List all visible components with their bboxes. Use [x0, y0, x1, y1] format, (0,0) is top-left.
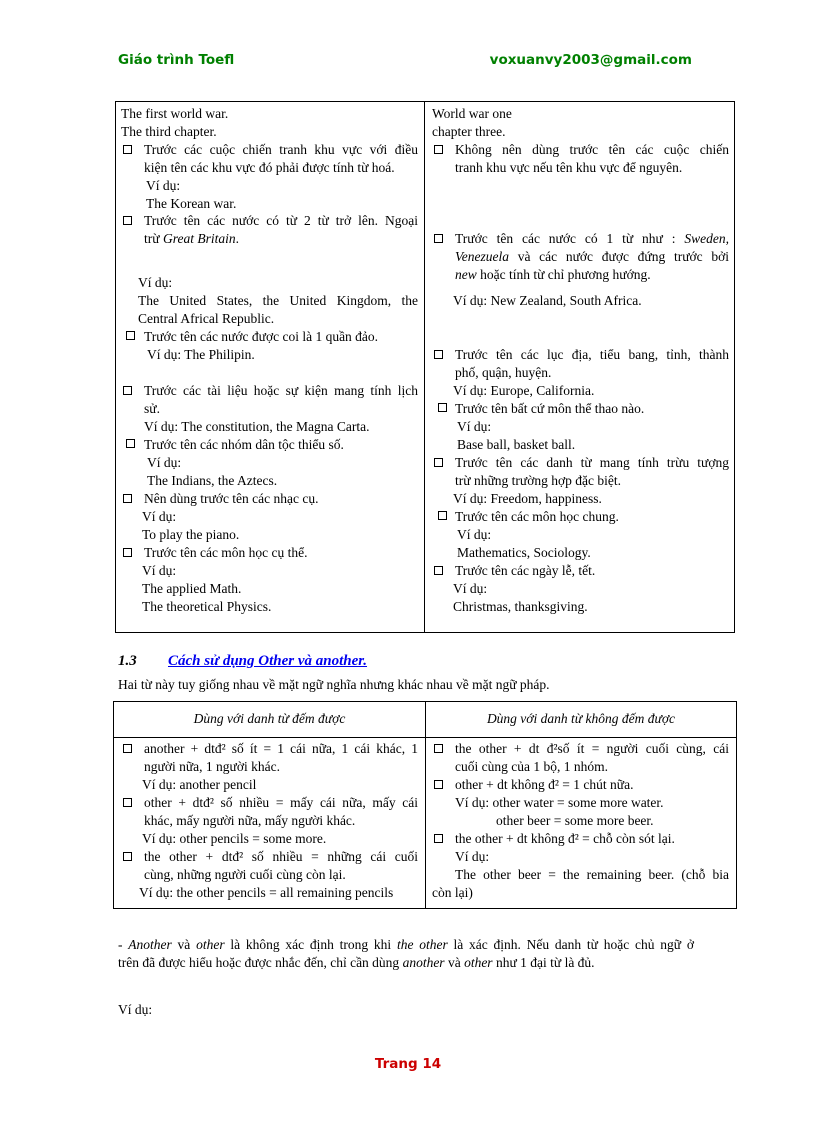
bullet-box-icon — [123, 852, 132, 861]
table-text: Trước tên các nước có từ 2 từ trở lên. Ngoại — [144, 213, 418, 228]
bullet-box-icon — [434, 234, 443, 243]
column-header-uncountable: Dùng với danh từ không đếm được — [486, 711, 676, 726]
table-text: Venezuela và các nước được đứng trước bởi — [455, 249, 729, 264]
table-divider — [424, 102, 425, 632]
table-text: trừ Great Britain. — [144, 231, 239, 246]
table-text: the other + dt không đ² = chỗ còn sót lại. — [455, 831, 675, 846]
bullet-box-icon — [126, 331, 135, 340]
table-text: The third chapter. — [121, 124, 217, 139]
table-text: Trước tên các nhóm dân tộc thiểu số. — [144, 437, 344, 452]
bullet-box-icon — [434, 145, 443, 154]
table-text: The Indians, the Aztecs. — [147, 473, 278, 488]
header-title: Giáo trình Toefl — [118, 52, 235, 68]
example-label: Ví dụ: — [118, 1002, 153, 1017]
usage-table — [115, 101, 735, 633]
table-text: chapter three. — [432, 124, 506, 139]
bullet-box-icon — [123, 494, 132, 503]
table-text: Trước tên các môn học cụ thể. — [144, 545, 308, 560]
table-text: Trước tên các môn học chung. — [455, 509, 619, 524]
bullet-box-icon — [434, 744, 443, 753]
bullet-box-icon — [123, 798, 132, 807]
body-paragraph-line: trên đã được hiểu hoặc được nhắc đến, chỉ cần dùng another và other như 1 đại từ là đủ. — [118, 955, 595, 970]
table-text: Ví dụ: — [455, 849, 490, 864]
table-text: Ví dụ: The constitution, the Magna Carta. — [144, 419, 370, 434]
table-text: Base ball, basket ball. — [457, 437, 576, 452]
bullet-box-icon — [126, 439, 135, 448]
table-text: còn lại) — [432, 885, 473, 900]
table-text: another + dtđ² số ít = 1 cái nữa, 1 cái khác, 1 — [144, 741, 418, 756]
table-header-rule — [114, 737, 736, 738]
bullet-box-icon — [123, 145, 132, 154]
table-text: Ví dụ: New Zealand, South Africa. — [453, 293, 642, 308]
table-text: Ví dụ: another pencil — [142, 777, 257, 792]
table-text: khác, mấy người nữa, mấy người khác. — [144, 813, 356, 828]
table-text: Không nên dùng trước tên các cuộc chiến — [455, 142, 729, 157]
table-text: Trước tên các lục địa, tiểu bang, tỉnh, thành — [455, 347, 729, 362]
table-text: Ví dụ: — [457, 527, 492, 542]
bullet-box-icon — [123, 386, 132, 395]
table-text: Ví dụ: — [138, 275, 173, 290]
table-text: Trước các cuộc chiến tranh khu vực với điều — [144, 142, 418, 157]
bullet-box-icon — [123, 548, 132, 557]
header-email: voxuanvy2003@gmail.com — [489, 52, 692, 68]
section-intro: Hai từ này tuy giống nhau về mặt ngữ nghĩa nhưng khác nhau về mặt ngữ pháp. — [118, 677, 550, 692]
table-text: kiện tên các khu vực đó phải được tính từ hoá. — [144, 160, 395, 175]
table-text: Ví dụ: other water = some more water. — [455, 795, 664, 810]
bullet-box-icon — [434, 566, 443, 575]
table-text: Trước tên các nước có 1 từ như : Sweden, — [455, 231, 729, 246]
table-text: other + dt không đ² = 1 chút nữa. — [455, 777, 634, 792]
table-text: Trước tên bất cứ môn thể thao nào. — [455, 401, 645, 416]
table-text: Ví dụ: The Philipin. — [147, 347, 255, 362]
table-text: Trước tên các danh từ mang tính trừu tượng — [455, 455, 729, 470]
table-text: người nữa, 1 người khác. — [144, 759, 280, 774]
table-text: Trước tên các ngày lễ, tết. — [455, 563, 596, 578]
table-text: Trước các tài liệu hoặc sự kiện mang tính lịch — [144, 383, 418, 398]
table-text: Nên dùng trước tên các nhạc cụ. — [144, 491, 319, 506]
bullet-box-icon — [438, 403, 447, 412]
table-text: other beer = some more beer. — [496, 813, 654, 828]
table-text: Ví dụ: — [453, 581, 488, 596]
column-header-countable: Dùng với danh từ đếm được — [193, 711, 346, 726]
table-text: cùng, những người cuối cùng còn lại. — [144, 867, 346, 882]
table-text: Ví dụ: Freedom, happiness. — [453, 491, 602, 506]
table-divider — [425, 702, 426, 908]
page-number: Trang 14 — [374, 1056, 442, 1072]
table-text: The applied Math. — [142, 581, 242, 596]
table-text: Ví dụ: — [142, 563, 177, 578]
table-text: Ví dụ: other pencils = some more. — [142, 831, 327, 846]
table-text: The theoretical Physics. — [142, 599, 272, 614]
other-another-table — [113, 701, 737, 909]
bullet-box-icon — [434, 780, 443, 789]
section-title-link[interactable]: Cách sử dụng Other và another. — [168, 653, 368, 669]
bullet-box-icon — [438, 511, 447, 520]
bullet-box-icon — [434, 834, 443, 843]
section-number: 1.3 — [118, 653, 137, 669]
table-text: Mathematics, Sociology. — [457, 545, 591, 560]
table-text: The United States, the United Kingdom, the — [138, 293, 418, 308]
table-text: Ví dụ: Europe, California. — [453, 383, 595, 398]
bullet-box-icon — [123, 216, 132, 225]
table-text: cuối cùng của 1 bộ, 1 nhóm. — [455, 759, 608, 774]
table-text: Ví dụ: — [457, 419, 492, 434]
table-text: tranh khu vực nếu tên khu vực để nguyên. — [455, 160, 683, 175]
table-text: Ví dụ: the other pencils = all remaining pencils — [139, 885, 394, 900]
table-text: Ví dụ: — [147, 455, 182, 470]
table-text: The Korean war. — [146, 196, 237, 211]
table-text: Christmas, thanksgiving. — [453, 599, 588, 614]
table-text: Trước tên các nước được coi là 1 quần đảo. — [144, 329, 379, 344]
table-text: new hoặc tính từ chỉ phương hướng. — [455, 267, 651, 282]
table-text: Ví dụ: — [146, 178, 181, 193]
table-text: other + dtđ² số nhiều = mấy cái nữa, mấy cái — [144, 795, 418, 810]
table-text: The first world war. — [121, 106, 229, 121]
table-text: sử. — [144, 401, 160, 416]
table-text: Ví dụ: — [142, 509, 177, 524]
table-text: the other + dtđ² số nhiều = những cái cuối — [144, 849, 418, 864]
bullet-box-icon — [434, 350, 443, 359]
table-text: To play the piano. — [142, 527, 240, 542]
table-text: trừ những trường hợp đặc biệt. — [455, 473, 621, 488]
table-text: Central Africal Republic. — [138, 311, 275, 326]
bullet-box-icon — [123, 744, 132, 753]
table-text: the other + dt đ²số ít = người cuối cùng, cái — [455, 741, 729, 756]
table-text: The other beer = the remaining beer. (chỗ bia — [455, 867, 729, 882]
body-paragraph-line: - Another và other là không xác định trong khi the other là xác định. Nếu danh từ hoặc chủ ngữ ở — [118, 937, 695, 952]
table-text: World war one — [432, 106, 512, 121]
table-text: phố, quận, huyện. — [455, 365, 552, 380]
bullet-box-icon — [434, 458, 443, 467]
